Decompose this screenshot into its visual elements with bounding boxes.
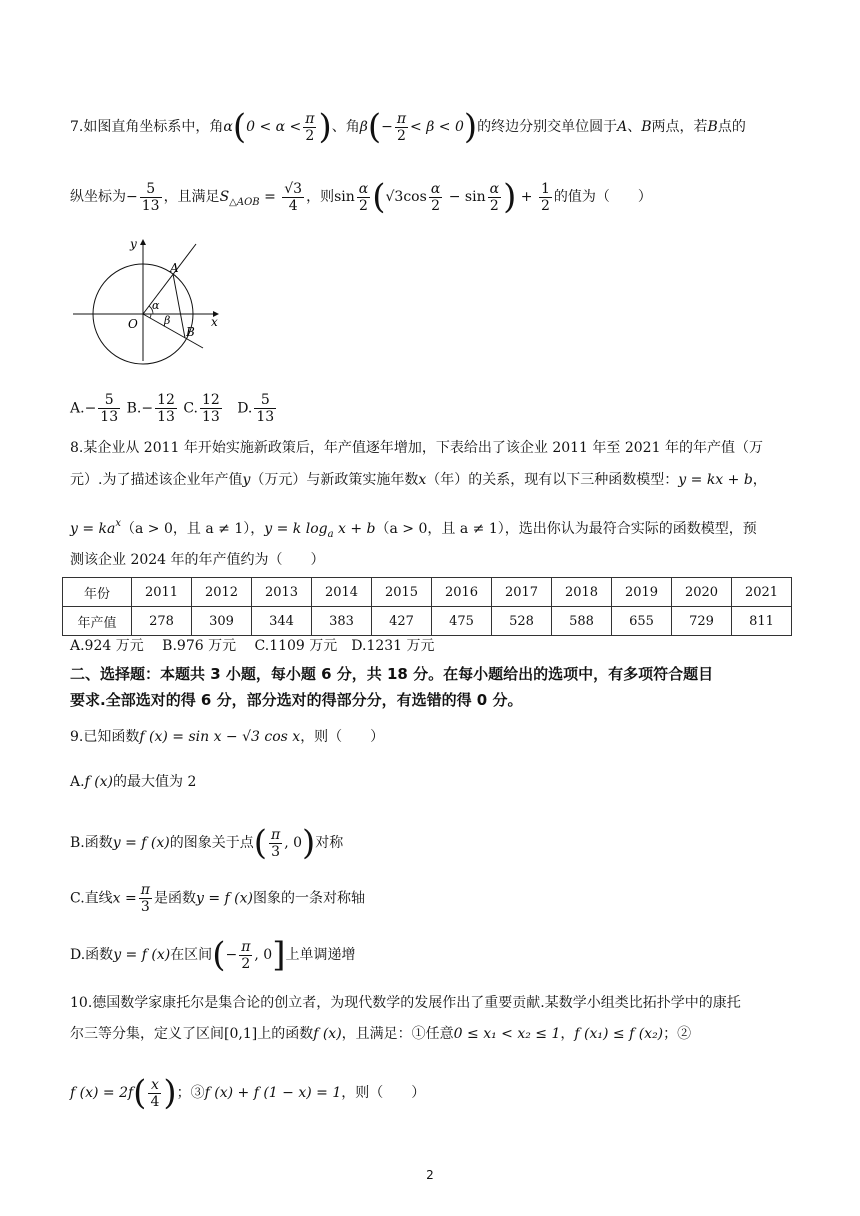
table-cell-year: 2017: [492, 578, 552, 607]
q8-options: A.924 万元 B.976 万元 C.1109 万元 D.1231 万元: [70, 638, 435, 654]
table-cell-value: 344: [252, 607, 312, 636]
q7-line1: 7.如图直角坐标系中，角α(0 < α < $\frac{\pi}{2}$ )、角β(− $\frac{\pi}{2}$ < β < 0)的终边分别交单位圆于A、B两点，若B点的: [70, 107, 746, 147]
table-row: [63, 578, 792, 607]
q7-line2: 纵坐标为− $\frac{5}{13}$ ，且满足$S_{\triangle AOB}$ = $\frac{√3}{4}$ ，则sin $\frac{\alpha}{2}$ (√3cos $\frac{\alpha}{2}$ − sin $\frac{\alpha}{2}$ ) + $\frac{1}{2}$ 的值为（ ）: [70, 177, 652, 217]
table-cell-year: 2019: [612, 578, 672, 607]
pi-over-2: $\frac{\pi}{2}$: [396, 110, 407, 144]
q7-text: 的终边分别交单位圆于: [477, 119, 618, 135]
label-beta: β: [164, 314, 171, 327]
table-cell-value: 655: [612, 607, 672, 636]
label-y: y: [130, 237, 137, 251]
table-cell-value: 475: [432, 607, 492, 636]
q10-line2: 尔三等分集，定义了区间[0,1]上的函数f (x)，且满足：①任意0 ≤ x₁ < x₂ ≤ 1，f (x₁) ≤ f (x₂)；②: [70, 1026, 692, 1042]
unit-circle-figure: [68, 236, 228, 366]
page-number: 2: [426, 1168, 434, 1182]
q9-option-d: D.函数y = f (x)在区间(− $\frac{\pi}{2}$ , 0]上单调递增: [70, 935, 356, 975]
q8-line3: $y = ka^x(a > 0$，且 a ≠ 1），y = k $\log_a x + b(a > 0$，且 a ≠ 1），选出你认为最符合实际的函数模型，预: [70, 518, 757, 540]
production-table: [62, 577, 792, 636]
table-row: [63, 607, 792, 636]
table-cell-value: 278: [132, 607, 192, 636]
beta-condition: < β < 0: [410, 119, 464, 135]
table-header: 年份: [63, 578, 132, 607]
table-cell-year: 2021: [732, 578, 792, 607]
table-cell-year: 2014: [312, 578, 372, 607]
table-cell-year: 2016: [432, 578, 492, 607]
alpha-condition: 0 < α <: [246, 119, 302, 135]
fraction: $\frac{5}{13}$: [141, 180, 160, 214]
q10-line3: f (x) = 2f( $\frac{x}{4}$ )；③f (x) + f (1 − x) = 1，则（ ）: [70, 1073, 426, 1113]
section-2-heading: 二、选择题：本题共 3 小题，每小题 6 分，共 18 分。在每小题给出的选项中，有多项符合题目: [70, 665, 714, 683]
q9-option-b: B.函数y = f (x)的图象关于点( $\frac{\pi}{3}$ , 0)对称: [70, 823, 344, 863]
q7-text: 7.如图直角坐标系中，角: [70, 119, 224, 135]
label-x: x: [211, 315, 218, 329]
q9-option-c: C.直线x = $\frac{\pi}{3}$ 是函数y = f (x)图象的一条对称轴: [70, 882, 365, 915]
q8-line1: 8.某企业从 2011 年开始实施新政策后，年产值逐年增加，下表给出了该企业 2011 年至 2021 年的年产值（万: [70, 440, 763, 456]
table-cell-value: 383: [312, 607, 372, 636]
table-cell-year: 2018: [552, 578, 612, 607]
table-cell-year: 2012: [192, 578, 252, 607]
label-a: A: [170, 261, 179, 275]
q9-stem: 9.已知函数f (x) = sin x − √3 cos x，则（ ）: [70, 729, 385, 745]
label-o: O: [128, 317, 138, 331]
beta-arc: [150, 314, 151, 318]
area-symbol: S: [219, 189, 230, 205]
ray-oa: [143, 244, 196, 314]
q7-text: 纵坐标为: [70, 189, 126, 205]
table-cell-value: 309: [192, 607, 252, 636]
table-header: 年产值: [63, 607, 132, 636]
table-cell-value: 588: [552, 607, 612, 636]
table-cell-year: 2015: [372, 578, 432, 607]
pi-over-2: $\frac{\pi}{2}$: [305, 110, 315, 144]
q9-option-a: A.f (x)的最大值为 2: [70, 774, 197, 790]
table-cell-year: 2013: [252, 578, 312, 607]
q10-line1: 10.德国数学家康托尔是集合论的创立者，为现代数学的发展作出了重要贡献.某数学小组类比拓扑学中的康托: [70, 995, 741, 1011]
label-alpha: α: [152, 299, 160, 312]
table-cell-value: 729: [672, 607, 732, 636]
table-cell-year: 2020: [672, 578, 732, 607]
table-cell-value: 528: [492, 607, 552, 636]
table-cell-value: 811: [732, 607, 792, 636]
q8-line4: 测该企业 2024 年的年产值约为（ ）: [70, 552, 325, 568]
q7-text: 、角: [331, 119, 360, 135]
q7-options: A.− $\frac{5}{13}$ B.− $\frac{12}{13}$ C. $\frac{12}{13}$ D. $\frac{5}{13}$: [70, 392, 275, 425]
q8-line2: 元）.为了描述该企业年产值y（万元）与新政策实施年数x（年）的关系，现有以下三种函数模型：y = kx + b，: [70, 472, 767, 488]
label-b: B: [186, 325, 195, 339]
table-cell-year: 2011: [132, 578, 192, 607]
table-cell-value: 427: [372, 607, 432, 636]
sqrt3-over-4: $\frac{√3}{4}$: [284, 180, 303, 214]
section-2-instructions: 要求.全部选对的得 6 分，部分选对的得部分分，有选错的得 0 分。: [70, 691, 523, 709]
